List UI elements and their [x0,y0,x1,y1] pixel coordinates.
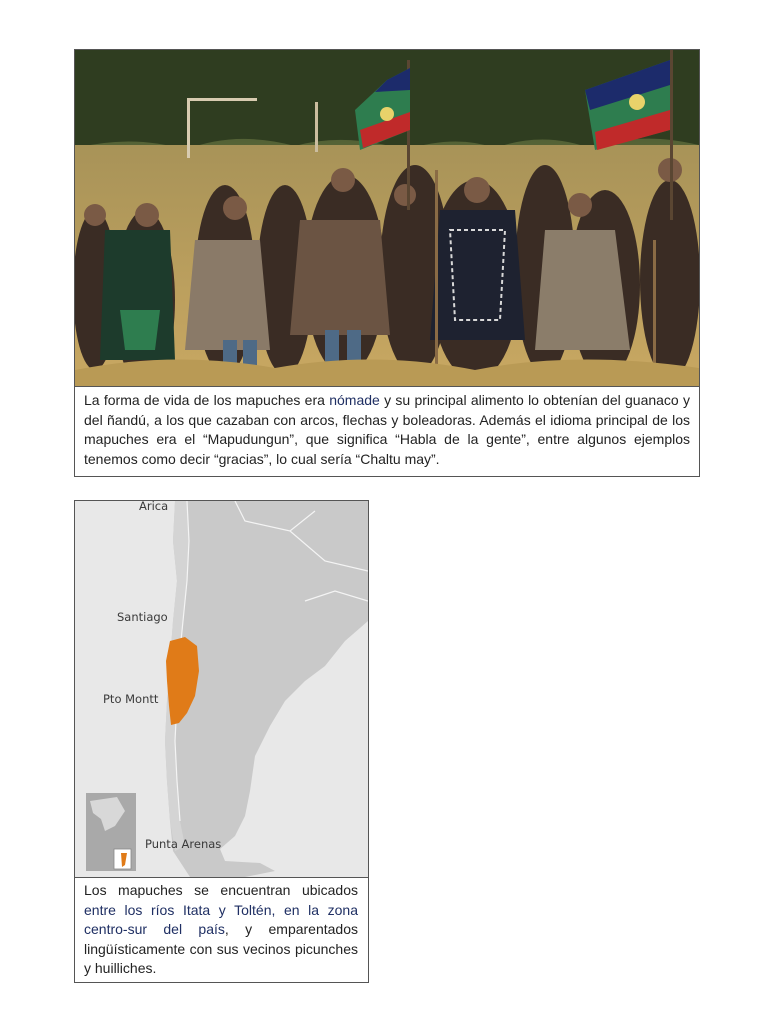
map-caption-highlight: entre los ríos Itata y Toltén, en la zona centro-sur del país [84,901,358,937]
photo-caption-highlight: nómade [329,392,380,408]
label-arica: Arica [139,501,169,513]
chile-map [75,501,368,878]
chile-map-illustration [75,501,368,877]
photo-caption-part1: La forma de vida de los mapuches era [84,392,330,408]
map-caption-part2: , y emparentados lingüísticamente con sus vecinos picunches y huilliches. [84,921,358,976]
photo-caption [84,391,690,469]
map-figure [74,500,369,983]
photo-caption-part2: y su principal alimento lo obtenían del guanaco y del ñandú, a los que cazaban con arcos, flechas y boleadoras. Además el idioma principal de los mapuches era el “Mapudungun”, que significa “Habla de la gente”, entre algunos ejemplos tenemos como decir “gracias”, lo cual sería “Chaltu may”. [84,392,691,467]
map-caption-part1: Los mapuches se encuentran ubicados [84,882,358,898]
mapuche-procession-photo [75,50,699,387]
photo-figure [74,49,700,477]
photo-illustration [75,50,699,386]
map-caption [84,881,358,979]
label-santiago: Santiago [117,610,168,624]
label-punta-arenas: Punta Arenas [145,837,222,851]
label-pto-montt: Pto Montt [103,692,159,706]
